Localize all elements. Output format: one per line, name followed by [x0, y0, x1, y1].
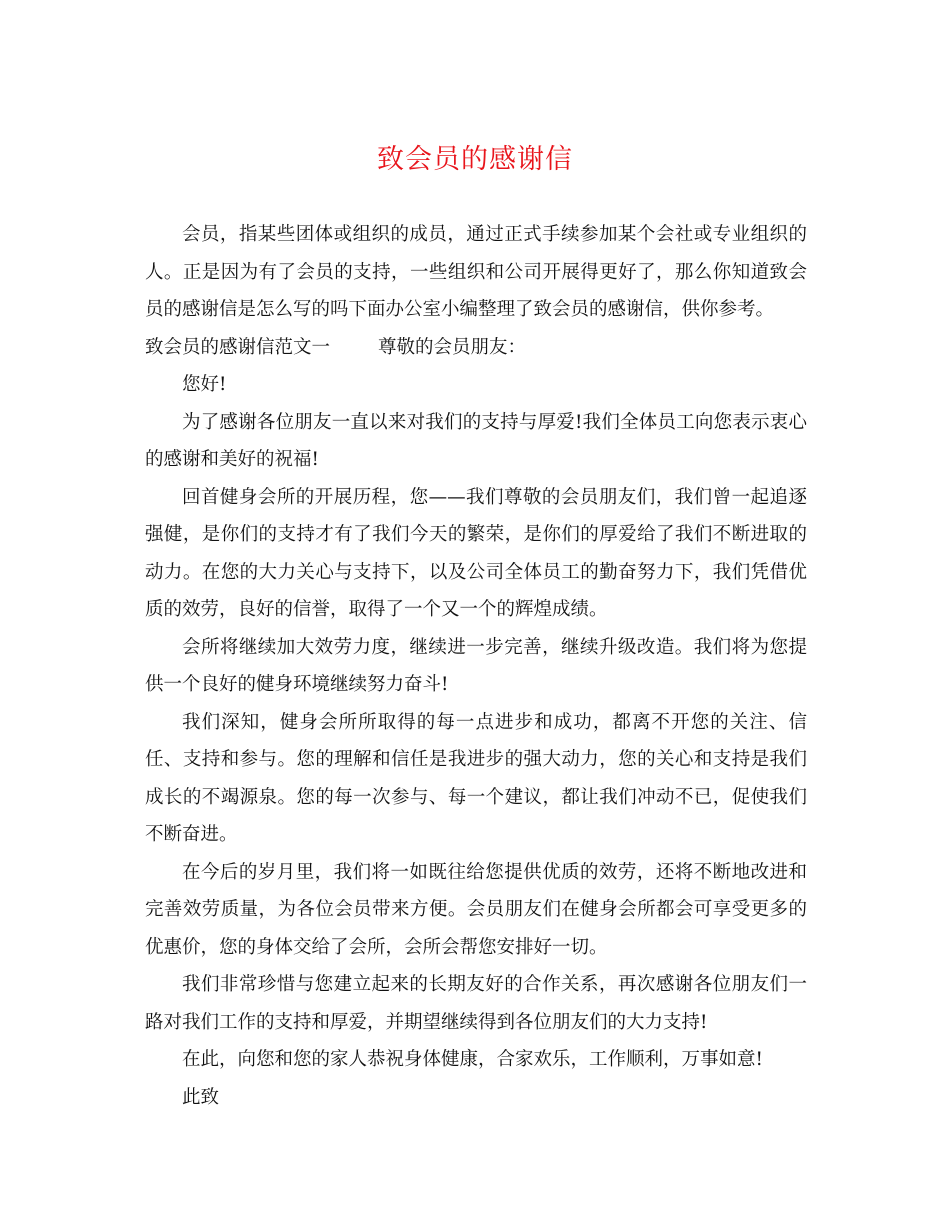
sample-heading-line [145, 329, 807, 367]
body-paragraph: 会所将继续加大效劳力度，继续进一步完善，继续升级改造。我们将为您提供一个良好的健身环境继续努力奋斗! [145, 636, 807, 695]
body-paragraph: 我们非常珍惜与您建立起来的长期友好的合作关系，再次感谢各位朋友们一路对我们工作的支持和厚爱，并期望继续得到各位朋友们的大力支持! [145, 974, 807, 1033]
salutation: 尊敬的会员朋友： [378, 336, 527, 358]
body-paragraph: 我们深知，健身会所所取得的每一点进步和成功，都离不开您的关注、信任、支持和参与。您的理解和信任是我进步的强大动力，您的关心和支持是我们成长的不竭源泉。您的每一次参与、每一个建议，都让我们冲动不已，促使我们不断奋进。 [145, 711, 807, 845]
body-paragraph: 在今后的岁月里，我们将一如既往给您提供优质的效劳，还将不断地改进和完善效劳质量，为各位会员带来方便。会员朋友们在健身会所都会可享受更多的优惠价，您的身体交给了会所，会所会帮您安排好一切。 [145, 861, 807, 958]
closing: 此致 [182, 1086, 220, 1108]
intro-paragraph: 会员，指某些团体或组织的成员，通过正式手续参加某个会社或专业组织的人。正是因为有了会员的支持，一些组织和公司开展得更好了，那么你知道致会员的感谢信是怎么写的吗下面办公室小编整理了致会员的感谢信，供你参考。 [145, 224, 807, 320]
greeting: 您好! [182, 374, 227, 395]
body-paragraph: 为了感谢各位朋友一直以来对我们的支持与厚爱!我们全体员工向您表示衷心的感谢和美好的祝福! [145, 411, 807, 470]
body-paragraph: 回首健身会所的开展历程，您——我们尊敬的会员朋友们，我们曾一起追逐强健，是你们的支持才有了我们今天的繁荣，是你们的厚爱给了我们不断进取的动力。在您的大力关心与支持下，以及公司全体员工的勤奋努力下，我们凭借优质的效劳，良好的信誉，取得了一个又一个的辉煌成绩。 [145, 486, 807, 620]
letter-body [145, 216, 807, 1116]
document-title: 致会员的感谢信 [377, 144, 573, 175]
sample-heading: 致会员的感谢信范文一 [145, 336, 331, 358]
body-paragraph: 在此，向您和您的家人恭祝身体健康，合家欢乐，工作顺利，万事如意! [182, 1049, 763, 1070]
